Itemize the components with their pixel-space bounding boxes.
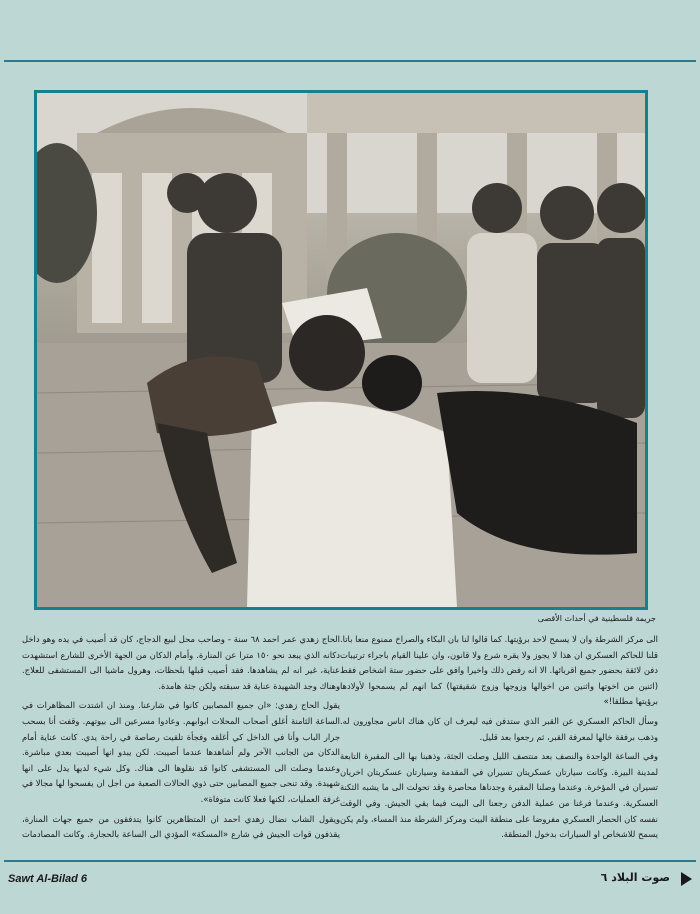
paragraph: ويقول الشاب نضال زهدي احمد ان المتظاهرين كانوا يتدفقون من جميع جهات المنارة، يقذفون قوات الجيش في شارع «المسكة» المؤدي الى الساعة بالحجارة. وكانت المصادمات xyxy=(22,813,340,840)
paragraph: الى مركز الشرطة وان لا يسمح لاحد برؤيتها. كما قالوا لنا بان البكاء والصراخ ممنوع منعا باتا. قلنا للحاكم العسكري ان هذا لا يجوز ولا يقره شرع ولا قانون، وان علينا القيام باجراء ترتيبات دفن لائقة بحضور جميع اقربائها. الا انه رفض ذلك واخيرا وافق على حضور ستة اشخاص فقط (اثنين من اخوتها واثنين من اخوالها وزوجها وزوج شقيقتها) كما انهم لم يسمحوا لأولادها برؤيتها مطلقا!» xyxy=(340,634,658,707)
top-rule xyxy=(4,60,696,62)
paragraph: الحاج زهدي عمر احمد ٦٨ سنة - وصاحب محل لبيع الدجاج، كان قد أصيب في يده وهو داخل دكانه الذي يبعد نحو ١٥٠ مترا عن المنارة. وأمام الدكان من الجهة الأخرى للشارع استشهدت عناية، غير انه لم يشاهدها. فقد أصيب قبلها بلحظات، وهرول ماشيا الى المستشفى للعلاج. وهناك وجد الشهيدة عناية قد سبقته ولكن جثة هامدة. xyxy=(22,634,340,691)
footer-publication-page-arabic: صوت البلاد ٦ xyxy=(600,871,670,884)
bottom-rule xyxy=(4,860,696,862)
photo-frame xyxy=(34,90,648,610)
paragraph: وسأل الحاكم العسكري عن القبر الذي ستدفن فيه ليعرف ان كان هناك اناس مجاورون له. وذهب برفقة خالها لمعرفة القبر، ثم رجعوا بعد قليل. xyxy=(340,715,658,742)
paragraph: يقول الحاج زهدي: «ان جميع المصابين كانوا في شارعنا. ومنذ ان اشتدت المظاهرات في الساعة الثامنة أغلق أصحاب المحلات ابوابهم. وعادوا مسرعين الى بيوتهم. وقفت أنا بسحب جرار الباب وأنا في الداخل كي أغلقه وفجأة تلقيت رصاصة في راحة يدي. كانت عناية أمام الدكان من الجانب الآخر ولم أشاهدها عندما أصيبت. لكن يبدو انها أصيبت بعدي مباشرة. وعندما وصلت الى المستشفى كانوا قد نقلوها الى هناك. وكل شيء لديها يدل على انها شهيدة. وقد تنحى جميع المصابين حتى ذوي الحالات الصعبة من اجل ان يفسحوا لها مجالا في غرفة العمليات، لكنها فعلا كانت متوفاة». xyxy=(22,700,340,804)
news-photo xyxy=(37,93,645,607)
paragraph: وفي الساعة الواحدة والنصف بعد منتصف الليل وصلت الجثة، وذهبنا بها الى المقبرة التابعة لمدينة البيرة. وكانت سيارتان عسكريتان تسيران في المقدمة وسيارتان عسكريتان اخريان تسيران في المؤخرة. وعندما وصلنا المقبرة وجدناها محاصرة وقد تحولت الى ما يشبه الثكنة العسكرية. وعندما فرغنا من عملية الدفن رجعنا الى البيت فيما بقي الجيش. وفي الوقت نفسه كان الحصار العسكري مفروضا على منطقة البيت ومركز الشرطة منذ المساء، ولم يكن يسمح للاشخاص او السيارات بدخول المنطقة. xyxy=(340,751,658,840)
photo-illustration xyxy=(37,93,645,607)
page-arrow-icon xyxy=(681,872,692,886)
article-column-left xyxy=(22,632,340,842)
footer-publication-page: Sawt Al-Bilad 6 xyxy=(8,873,88,885)
article-column-right xyxy=(340,632,658,842)
photo-caption: جريمة فلسطينية في أحداث الأقصى xyxy=(537,614,656,623)
